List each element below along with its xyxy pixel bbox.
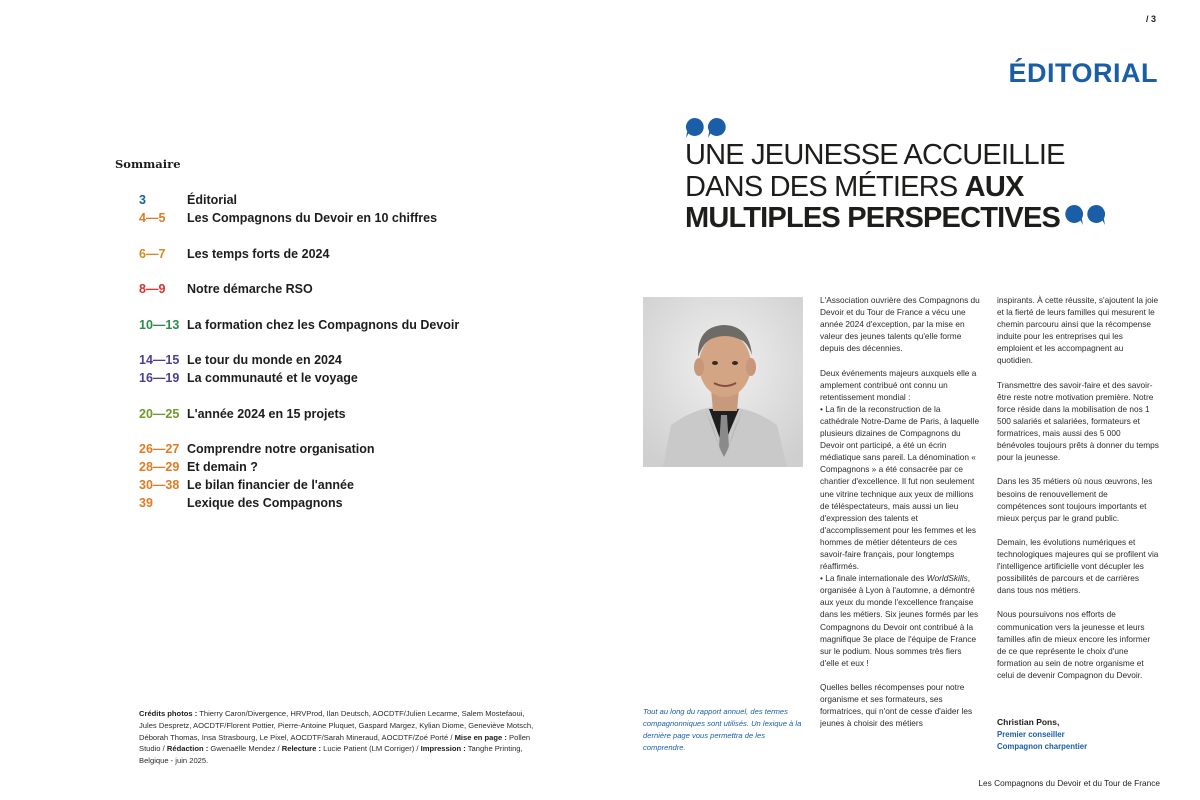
toc-page-number: 8—9 (139, 282, 166, 296)
toc-label: Lexique des Compagnons (187, 496, 343, 510)
toc-item-communaute[interactable] (139, 369, 559, 387)
body-paragraph: Dans les 35 métiers où nous œuvrons, les besoins de renouvellement de compétences sont toujours importants et mieux perçus par le grand public. (997, 476, 1153, 523)
credits-writing-text: Gwenaëlle Mendez / (210, 744, 280, 754)
quote-open-icon (685, 117, 729, 139)
page-number: / 3 (1146, 14, 1157, 24)
toc-label: Les temps forts de 2024 (187, 246, 330, 261)
toc-label: Le tour du monde en 2024 (187, 353, 342, 367)
toc-page-number: 16—19 (139, 371, 180, 385)
toc-label: Et demain ? (187, 460, 258, 474)
toc-item-rso[interactable] (139, 280, 559, 298)
credits-proof-text: Lucie Patient (LM Corriger) / (323, 744, 419, 754)
toc-label: La communauté et le voyage (187, 371, 358, 385)
toc-page-number: 20—25 (139, 406, 180, 421)
toc-label: Comprendre notre organisation (187, 442, 375, 456)
toc-page-number: 14—15 (139, 353, 180, 367)
body-text: Deux événements majeurs auxquels elle a amplement contribué ont connu un retentissement mondial : (820, 367, 977, 402)
body-text: • La fin de la reconstruction de la cathédrale Notre-Dame de Paris, à laquelle plusieurs dizaines de Compagnons du Devoir ont participé, a été un écrin médiatique sans pareil. La dénomination « Compagnons » a été consacrée par ce chantier d'excellence. Il fut non seulement une vitrine technique aux yeux de millions de téléspectateurs, mais aussi un lieu d'expression des talents et d'accomplissement pour les femmes et les hommes de métier détenteurs de ces savoir-faire français, pour longtemps réaffirmés. (820, 403, 980, 572)
toc-item-projets[interactable] (139, 405, 559, 423)
credits-proof-label: Relecture : (281, 744, 321, 754)
signature-name: Christian Pons, (997, 717, 1060, 727)
toc-item-temps-forts[interactable] (139, 245, 559, 263)
body-paragraph: L'Association ouvrière des Compagnons du Devoir et du Tour de France a vécu une année 2024 d'exception, par la mise en valeur des jeunes talents qu'elle forme depuis des décennies. (820, 295, 980, 354)
toc-label: L'année 2024 en 15 projets (187, 406, 346, 421)
table-of-contents (139, 191, 559, 512)
headline-line1: UNE JEUNESSE ACCUEILLIE (685, 139, 1065, 171)
body-column-2 (997, 294, 1159, 693)
worldskills-text: WorldSkills (926, 573, 968, 584)
toc-item-formation[interactable] (139, 316, 559, 334)
credits-photos-label: Crédits photos : (139, 709, 198, 718)
credits-photos-text: Thierry Caron/Divergence, HRVProd, Ilan Deutsch, AOCDTF/Julien Lecarme, Salem Mostefaoui, Jules Despretz, AOCDTF/Florent Pottier, Pierre-Antoine Pluquet, Gaspard Margez, Kylian Diome, Geneviève Motsch, Déborah Thomas, Insa Strasbourg, Le Pixel, AOCDTF/Sarah Mineraud, AOCDTF/Zoé Porté / (139, 709, 534, 742)
credits-print-label: Impression : (420, 744, 466, 754)
toc-page-number: 39 (139, 496, 153, 510)
portrait-photo (643, 297, 803, 467)
footer-text: Les Compagnons du Devoir et du Tour de France (978, 778, 1160, 788)
body-paragraph: Transmettre des savoir-faire et des savoir-être reste notre motivation première. Notre force réside dans la mobilisation de nos 1 500 salariés et salariées, formateurs et formatrices, mais aussi des 5 000 bénévoles toujours prêts à donner du temps pour la jeunesse. (997, 379, 1159, 463)
body-paragraph: Nous poursuivons nos efforts de communication vers la jeunesse et leurs familles afin de mieux encore les informer de ce que représente le choix d'une formation au sein de notre organisme et celui de devenir Compagnon du Devoir. (997, 609, 1151, 680)
toc-page-number: 26—27 (139, 442, 180, 456)
toc-label: La formation chez les Compagnons du Devoir (187, 317, 460, 332)
headline-line3-bold: MULTIPLES PERSPECTIVES (685, 202, 1061, 234)
section-title: ÉDITORIAL (1008, 58, 1158, 88)
credits (139, 708, 544, 767)
credits-writing-label: Rédaction : (166, 744, 209, 754)
body-paragraph: Demain, les évolutions numériques et technologiques majeures qui se profilent via l'intelligence artificielle vont décupler les possibilités de parcours et de carrières dans tous nos métiers. (997, 536, 1159, 596)
credits-layout-text: Pollen Studio / (139, 732, 531, 754)
toc-page-number: 28—29 (139, 460, 180, 474)
body-paragraph (820, 367, 980, 669)
toc-page-number: 4—5 (139, 211, 166, 225)
toc-page-number: 10—13 (139, 317, 180, 332)
toc-item-chiffres[interactable] (139, 209, 559, 227)
toc-label: Le bilan financier de l'année (187, 478, 354, 492)
headline-line2-bold: AUX (964, 170, 1024, 203)
toc-item-lexique[interactable] (139, 494, 559, 512)
toc-item-tour-du-monde[interactable] (139, 351, 559, 369)
body-paragraph: inspirants. À cette réussite, s'ajoutent la joie et la fierté de leurs familles qui mesurent le chemin parcouru ainsi que la récompense induite pour les entreprises qui les emploient et les accompagnent au quotidien. (997, 295, 1159, 366)
toc-page-number: 6—7 (139, 246, 166, 261)
body-column-1 (820, 294, 980, 741)
toc-label: Les Compagnons du Devoir en 10 chiffres (187, 211, 438, 225)
toc-item-et-demain[interactable] (139, 458, 559, 476)
signature (997, 716, 1159, 754)
toc-page-number: 3 (139, 193, 146, 207)
toc-page-number: 30—38 (139, 478, 180, 492)
body-paragraph: Quelles belles récompenses pour notre organisme et ses formateurs, ses formatrices, qui n'ont de cesse d'aider les jeunes à choisir des métiers (820, 682, 973, 729)
toc-item-organisation[interactable] (139, 440, 559, 458)
toc-label: Éditorial (187, 193, 238, 207)
toc-label: Notre démarche RSO (187, 282, 313, 296)
signature-role: Compagnon charpentier (997, 742, 1088, 751)
quote-close-icon (1064, 204, 1108, 226)
toc-item-bilan[interactable] (139, 476, 559, 494)
toc-item-editorial[interactable] (139, 191, 559, 209)
signature-role: Premier conseiller (997, 729, 1065, 739)
lexique-note: Tout au long du rapport annuel, des termes compagnonniques sont utilisés. Un lexique à la dernière page vous permettra de les comprendre. (643, 707, 802, 752)
body-text: • La finale internationale des (820, 573, 927, 584)
headline (685, 140, 1155, 235)
credits-layout-label: Mise en page : (454, 732, 507, 742)
sommaire-heading: Sommaire (115, 157, 181, 171)
headline-line2: DANS DES MÉTIERS (685, 170, 965, 203)
credits-print-text: Tanghe Printing, Belgique - juin 2025. (139, 744, 523, 766)
body-text: , organisée à Lyon à l'automne, a démontré aux yeux du monde l'excellence française dans les métiers. Six jeunes formés par les Compagnons du Devoir ont contribué à la magnifique 3e place de l'équipe de France sur le podium. Nous sommes très fiers d'elle et eux ! (820, 573, 979, 668)
